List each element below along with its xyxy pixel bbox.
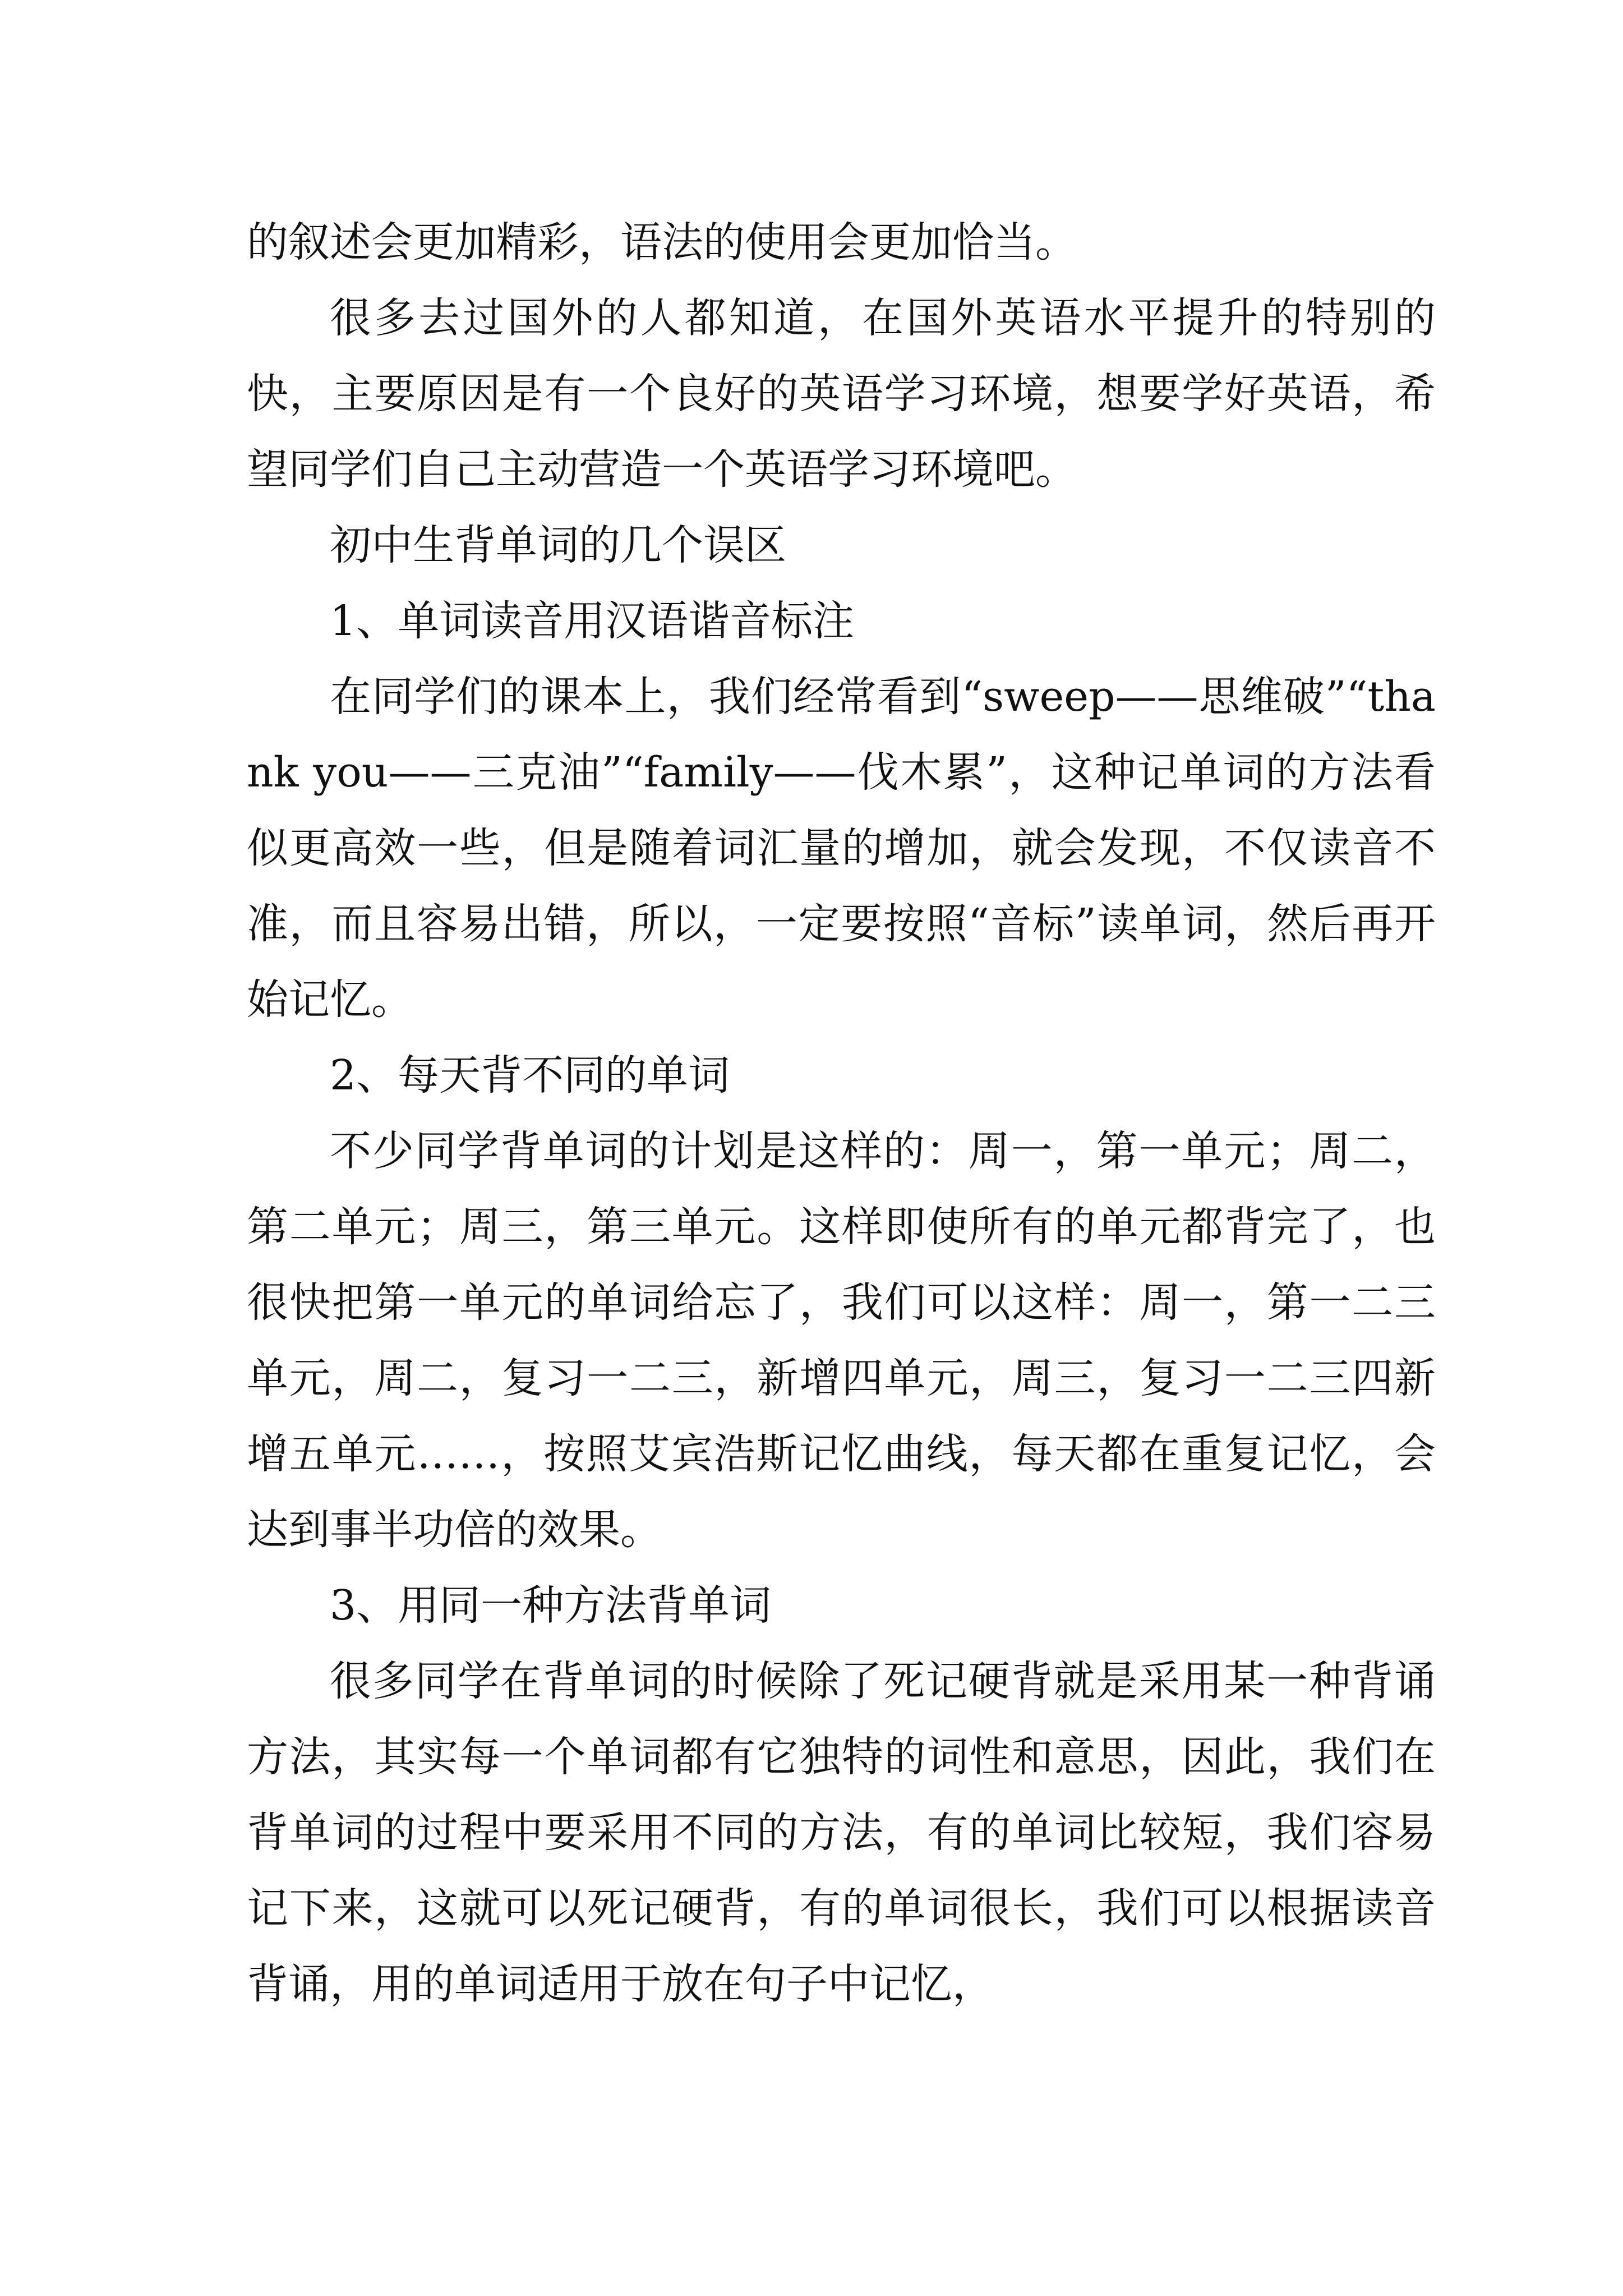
document-body	[247, 205, 1436, 2022]
subheading-2: 2、每天背不同的单词	[330, 1051, 730, 1099]
subheading-1: 1、单词读音用汉语谐音标注	[330, 597, 855, 645]
subheading-3: 3、用同一种方法背单词	[330, 1581, 772, 1630]
section-heading-misconceptions: 初中生背单词的几个误区	[330, 521, 786, 569]
paragraph-homophone-notation: 在同学们的课本上，我们经常看到“sweep——思维破”“thank you——三克油”“family——伐木累”，这种记单词的方法看似更高效一些，但是随着词汇量的增加，就会发现，不仅读音不准，而且容易出错，所以，一定要按照“音标”读单词，然后再开始记忆。	[247, 673, 1436, 1024]
paragraph-english-environment: 很多去过国外的人都知道，在国外英语水平提升的特别的快，主要原因是有一个良好的英语学习环境，想要学好英语，希望同学们自己主动营造一个英语学习环境吧。	[247, 294, 1436, 494]
paragraph-continuation: 的叙述会更加精彩，语法的使用会更加恰当。	[247, 218, 1077, 266]
paragraph-methods: 很多同学在背单词的时候除了死记硬背就是采用某一种背诵方法，其实每一个单词都有它独特的词性和意思，因此，我们在背单词的过程中要采用不同的方法，有的单词比较短，我们容易记下来，这就可以死记硬背，有的单词很长，我们可以根据读音背诵，用的单词适用于放在句子中记忆，	[247, 1657, 1436, 2008]
paragraph-daily-plan: 不少同学背单词的计划是这样的：周一，第一单元；周二，第二单元；周三，第三单元。这样即使所有的单元都背完了，也很快把第一单元的单词给忘了，我们可以这样：周一，第一二三单元，周二，复习一二三，新增四单元，周三，复习一二三四新增五单元……，按照艾宾浩斯记忆曲线，每天都在重复记忆，会达到事半功倍的效果。	[247, 1127, 1436, 1554]
